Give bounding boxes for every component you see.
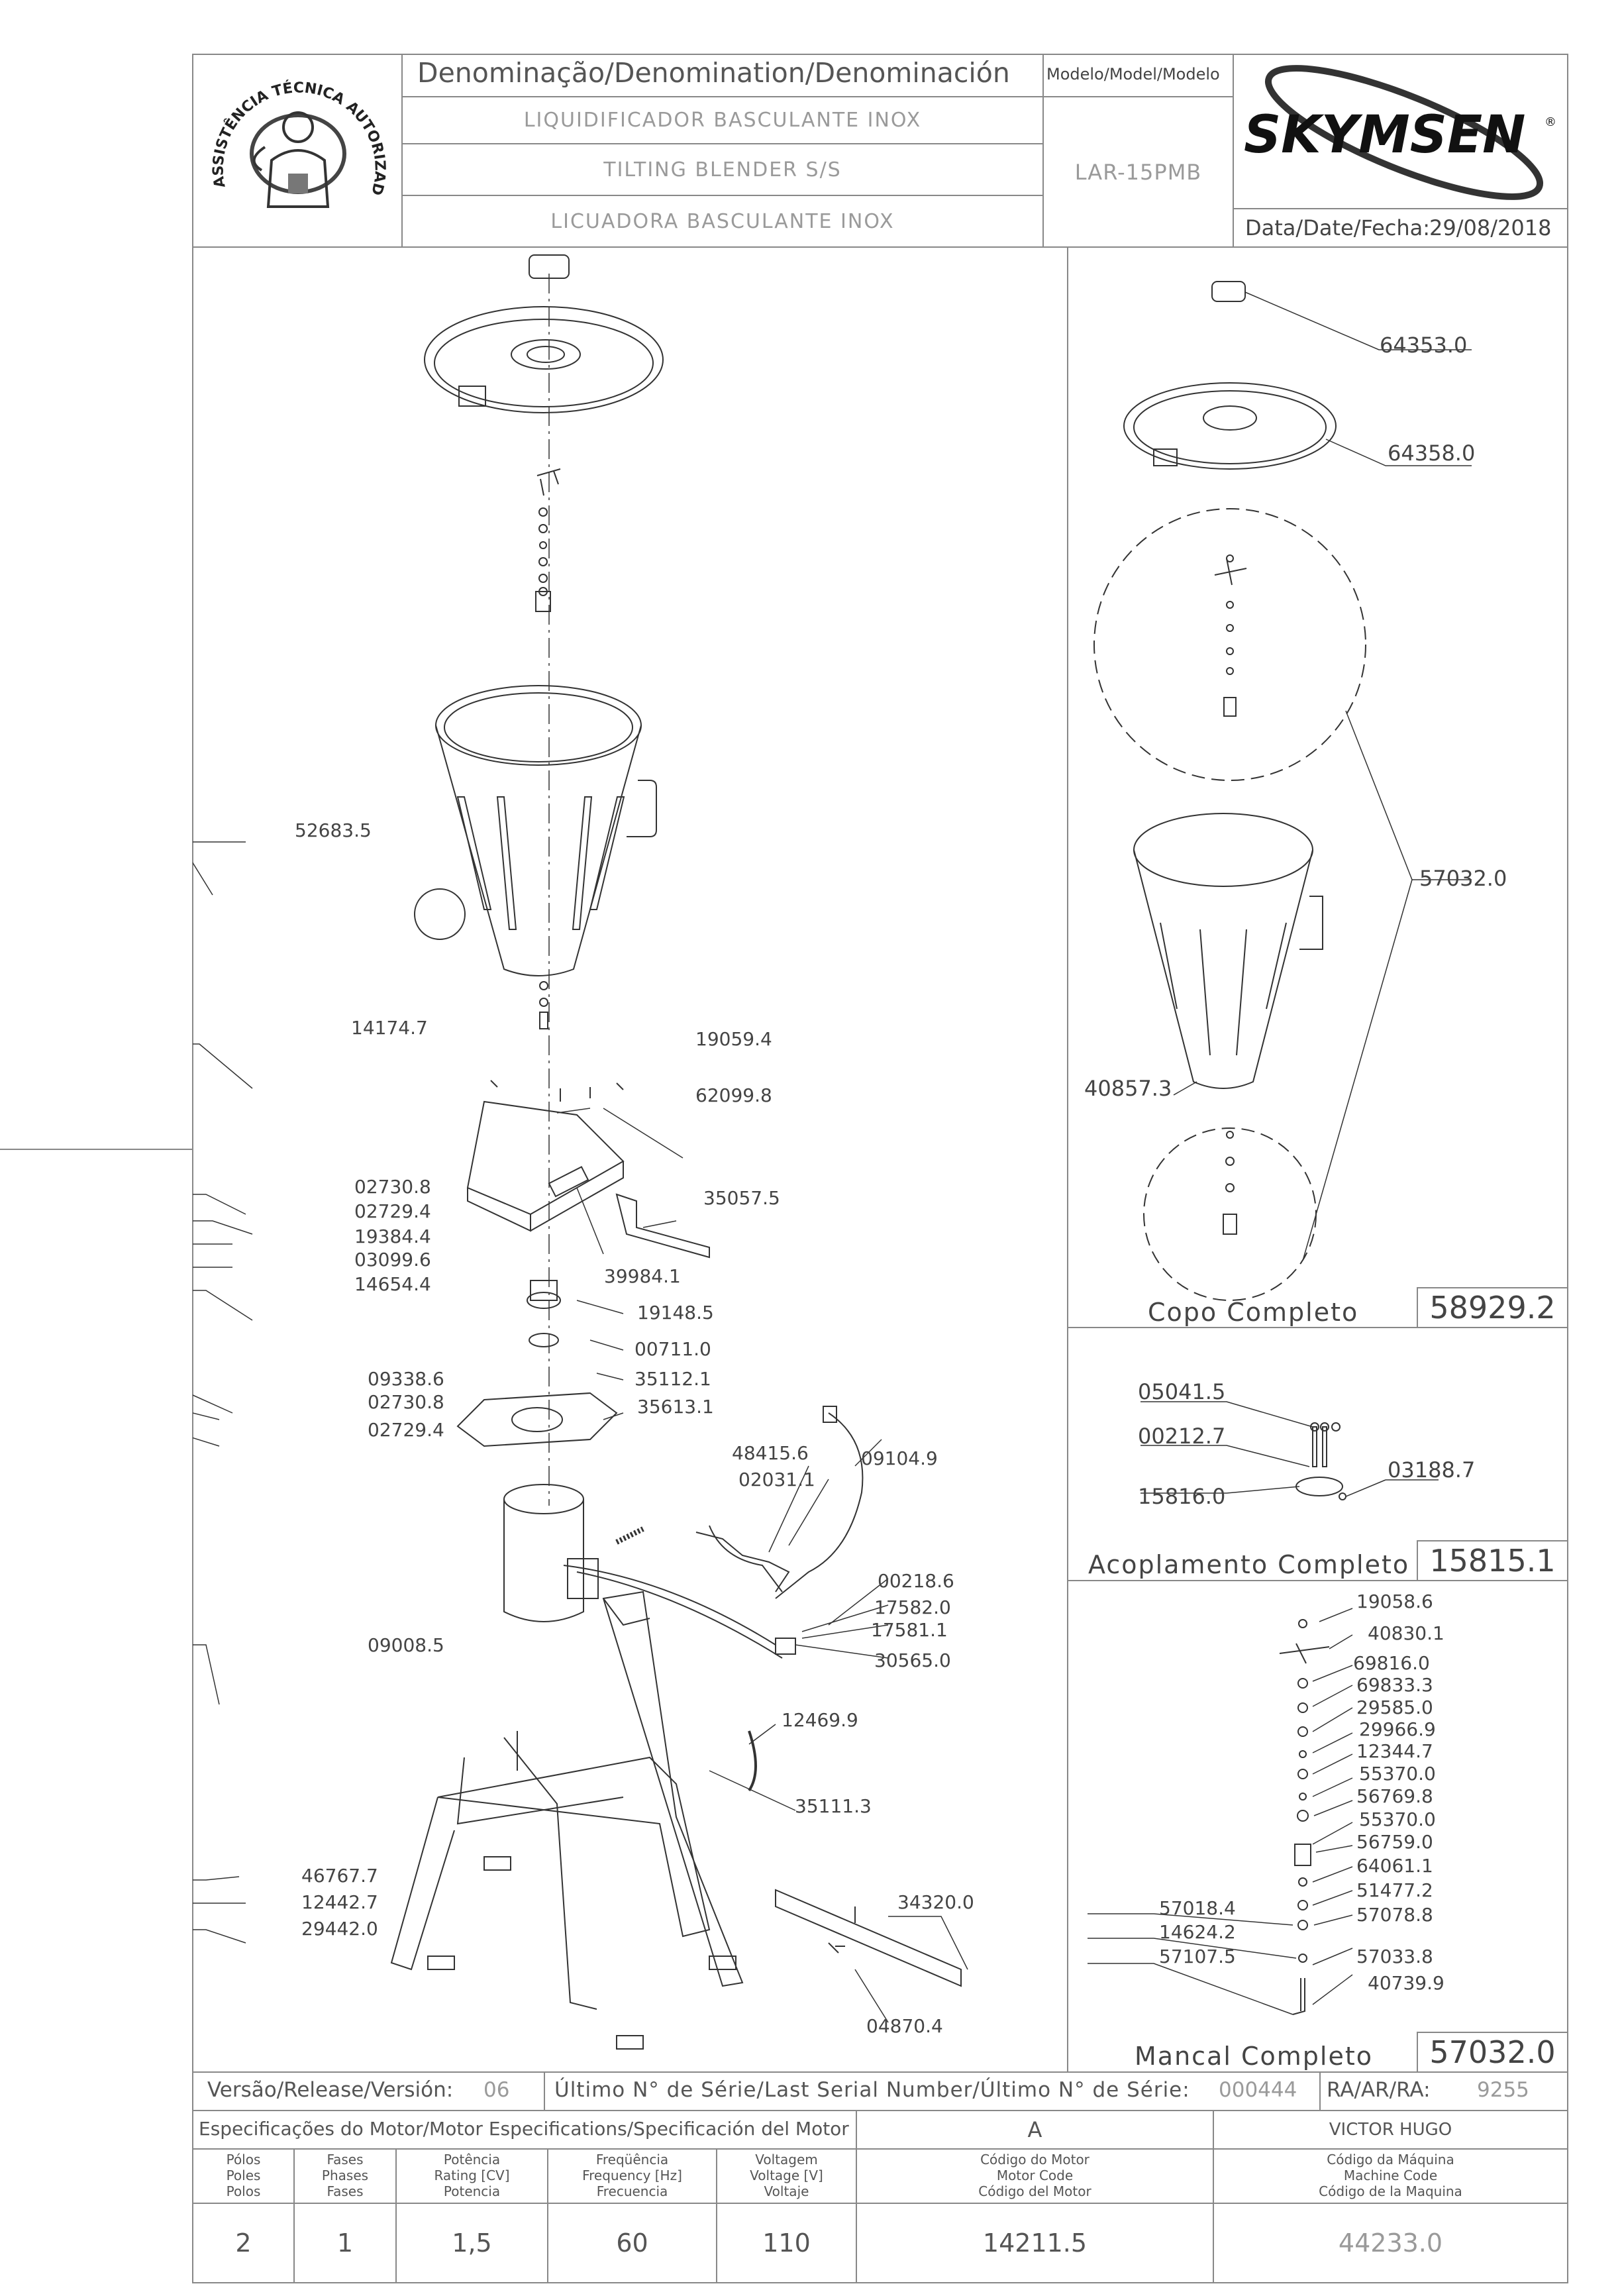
technician-logo-icon	[199, 61, 397, 241]
part-label: 57107.5	[1159, 1946, 1236, 1967]
part-label: 51477.2	[1356, 1879, 1433, 1901]
part-label: 64358.0	[1388, 441, 1476, 466]
phases-value: 1	[336, 2228, 354, 2258]
part-label: 12469.9	[782, 1709, 858, 1731]
frequency-value: 60	[616, 2228, 648, 2258]
badge-text: ASSISTÊNCIA TÉCNICA AUTORIZAD	[210, 79, 388, 197]
part-label: 57033.8	[1356, 1946, 1433, 1967]
part-label: 02031.1	[738, 1469, 815, 1490]
part-label: 12344.7	[1356, 1740, 1433, 1762]
ra-label: RA/AR/RA:	[1327, 2078, 1431, 2102]
part-label: 09338.6	[368, 1368, 444, 1390]
col-header-poles: Pólos Poles Polos	[226, 2152, 261, 2199]
part-label: 40830.1	[1368, 1622, 1445, 1644]
part-label: 35613.1	[637, 1396, 714, 1418]
part-label: 14174.7	[351, 1017, 428, 1039]
mancal-code: 57032.0	[1429, 2034, 1556, 2070]
mancal-drawing	[1068, 1581, 1568, 2072]
brand-name: SKYMSEN	[1244, 105, 1526, 165]
copo-title: Copo Completo	[1148, 1298, 1359, 1327]
date-label: Data/Date/Fecha:	[1245, 215, 1431, 240]
part-label: 00711.0	[634, 1338, 711, 1360]
date-value: 29/08/2018	[1429, 215, 1552, 240]
voltage-value: 110	[762, 2228, 811, 2258]
part-label: 17582.0	[874, 1596, 951, 1618]
authorized-service-badge	[199, 61, 397, 241]
part-label: 14654.4	[354, 1273, 431, 1295]
version-value: 06	[483, 2078, 510, 2102]
exploded-view-drawing	[193, 247, 1068, 2072]
serial-value: 000444	[1219, 2078, 1297, 2102]
part-label: 09104.9	[861, 1447, 938, 1469]
part-label: 64061.1	[1356, 1855, 1433, 1877]
author-value: VICTOR HUGO	[1329, 2120, 1452, 2140]
part-label: 00212.7	[1138, 1424, 1226, 1449]
part-label: 56769.8	[1356, 1785, 1433, 1807]
part-label: 03188.7	[1388, 1457, 1476, 1483]
part-label: 48415.6	[732, 1442, 809, 1464]
brand-logo	[1239, 60, 1563, 205]
col-header-voltage: Voltagem Voltage [V] Voltaje	[750, 2152, 823, 2199]
part-label: 19058.6	[1356, 1591, 1433, 1612]
copo-drawing	[1068, 247, 1568, 1328]
col-header-machine-code: Código da Máquina Machine Code Código de la Maquina	[1319, 2152, 1462, 2199]
serial-label: Último N° de Série/Last Serial Number/Último N° de Série:	[554, 2078, 1190, 2102]
skymsen-swoosh-icon	[1239, 60, 1563, 205]
part-label: 29966.9	[1359, 1718, 1436, 1740]
part-label: 35112.1	[634, 1368, 711, 1390]
version-label: Versão/Release/Versión:	[207, 2078, 454, 2102]
part-label: 64353.0	[1380, 333, 1468, 358]
part-label: 00218.6	[878, 1570, 954, 1592]
part-label: 29442.0	[301, 1918, 378, 1940]
acoplamento-code: 15815.1	[1429, 1543, 1556, 1579]
part-label: 35111.3	[795, 1795, 872, 1817]
copo-code: 58929.2	[1429, 1290, 1556, 1326]
mancal-title: Mancal Completo	[1135, 2042, 1373, 2071]
part-label: 02729.4	[354, 1200, 431, 1222]
ra-value: 9255	[1477, 2078, 1529, 2102]
part-label: 12442.7	[301, 1891, 378, 1913]
part-label: 40857.3	[1084, 1076, 1172, 1101]
part-label: 55370.0	[1359, 1763, 1436, 1785]
model-header: Modelo/Model/Modelo	[1046, 65, 1220, 83]
part-label: 02730.8	[354, 1176, 431, 1198]
part-label: 04870.4	[866, 2015, 943, 2037]
denomination-header: Denominação/Denomination/Denominación	[417, 57, 1010, 89]
power-value: 1,5	[452, 2228, 492, 2258]
revision-value: A	[1027, 2117, 1042, 2142]
motor-code-value: 14211.5	[982, 2228, 1088, 2258]
part-label: 35057.5	[703, 1187, 780, 1209]
model-code: LAR-15PMB	[1074, 159, 1202, 185]
part-label: 19148.5	[637, 1302, 714, 1324]
col-header-phases: Fases Phases Fases	[321, 2152, 369, 2199]
part-label: 14624.2	[1159, 1921, 1236, 1943]
part-label: 57032.0	[1419, 866, 1507, 891]
part-label: 30565.0	[874, 1649, 951, 1671]
svg-text:®: ®	[1545, 115, 1556, 129]
part-label: 02730.8	[368, 1391, 444, 1413]
part-label: 34320.0	[897, 1891, 974, 1913]
part-label: 19059.4	[695, 1028, 772, 1050]
part-label: 46767.7	[301, 1865, 378, 1887]
part-label: 19384.4	[354, 1226, 431, 1247]
motor-spec-label: Especificações do Motor/Motor Especifications/Specificación del Motor	[199, 2118, 849, 2140]
part-label: 15816.0	[1138, 1484, 1226, 1509]
part-label: 57018.4	[1159, 1897, 1236, 1919]
part-label: 02729.4	[368, 1419, 444, 1441]
part-label: 69833.3	[1356, 1674, 1433, 1696]
machine-code-value: 44233.0	[1338, 2228, 1443, 2258]
product-name-es: LICUADORA BASCULANTE INOX	[550, 209, 895, 233]
part-label: 39984.1	[604, 1265, 681, 1287]
part-label: 62099.8	[695, 1084, 772, 1106]
part-label: 57078.8	[1356, 1904, 1433, 1926]
col-header-motor-code: Código do Motor Motor Code Código del Motor	[978, 2152, 1091, 2199]
col-header-power: Potência Rating [CV] Potencia	[434, 2152, 510, 2199]
part-label: 05041.5	[1138, 1379, 1226, 1404]
part-label: 69816.0	[1353, 1652, 1430, 1674]
col-header-frequency: Freqüência Frequency [Hz] Frecuencia	[582, 2152, 682, 2199]
part-label: 17581.1	[871, 1619, 948, 1641]
part-label: 52683.5	[295, 819, 372, 841]
product-name-pt: LIQUIDIFICADOR BASCULANTE INOX	[523, 109, 922, 132]
part-label: 40739.9	[1368, 1972, 1445, 1994]
acoplamento-title: Acoplamento Completo	[1088, 1550, 1410, 1579]
product-name-en: TILTING BLENDER S/S	[603, 158, 842, 182]
part-label: 09008.5	[368, 1634, 444, 1656]
poles-value: 2	[235, 2228, 252, 2258]
part-label: 55370.0	[1359, 1808, 1436, 1830]
part-label: 29585.0	[1356, 1696, 1433, 1718]
part-label: 56759.0	[1356, 1831, 1433, 1853]
part-label: 03099.6	[354, 1249, 431, 1271]
